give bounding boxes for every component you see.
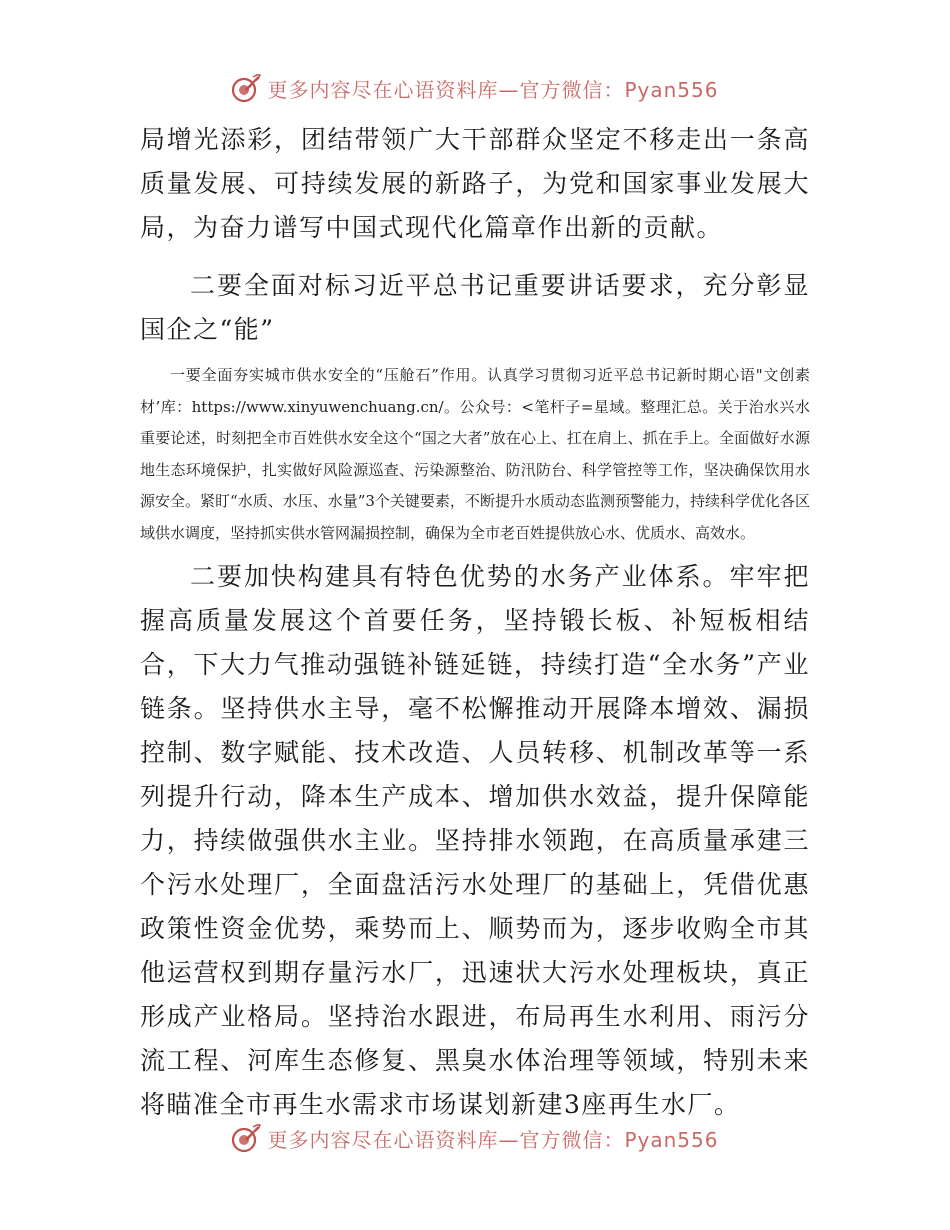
document-body: [140, 118, 810, 1127]
quill-pen-logo-icon: [231, 73, 261, 103]
sub-point-paragraph: 一要全面夯实城市供水安全的“压舱石”作用。认真学习贯彻习近平总书记新时期心语"文创素材’库：https://www.xinyuwenchuang.cn/。公众号：<笔杆子=星域。整理汇总。关于治水兴水重要论述，时刻把全市百姓供水安全这个“国之大者”放在心上、扛在肩上、抓在手上。全面做好水源地生态环境保护，扎实做好风险源巡查、污染源整治、防汛防台、科学管控等工作，坚决确保饮用水源安全。紧盯“水质、水压、水量”3个关键要素，不断提升水质动态监测预警能力，持续科学优化各区域供水调度，坚持抓实供水管网漏损控制，确保为全市老百姓提供放心水、优质水、高效水。: [140, 366, 810, 542]
header-watermark: [0, 68, 950, 108]
section-heading: 二要全面对标习近平总书记重要讲话要求，充分彰显国企之“能”: [140, 271, 810, 344]
quill-pen-logo-icon: [231, 1123, 261, 1153]
main-paragraph: 二要加快构建具有特色优势的水务产业体系。牢牢把握高质量发展这个首要任务，坚持锻长板、补短板相结合，下大力气推动强链补链延链，持续打造“全水务”产业链条。坚持供水主导，毫不松懈推动开展降本增效、漏损控制、数字赋能、技术改造、人员转移、机制改革等一系列提升行动，降本生产成本、增加供水效益，提升保障能力，持续做强供水主业。坚持排水领跑，在高质量承建三个污水处理厂，全面盘活污水处理厂的基础上，凭借优惠政策性资金优势，乘势而上、顺势而为，逐步收购全市其他运营权到期存量污水厂，迅速状大污水处理板块，真正形成产业格局。坚持治水跟进，布局再生水利用、雨污分流工程、河库生态修复、黑臭水体治理等领域，特别未来将瞄准全市再生水需求市场谋划新建3座再生水厂。: [140, 562, 810, 1119]
footer-watermark: [0, 1118, 950, 1158]
watermark-text: 更多内容尽在心语资料库—官方微信：Pyan556: [267, 77, 719, 102]
continuation-paragraph: 局增光添彩，团结带领广大干部群众坚定不移走出一条高质量发展、可持续发展的新路子，为党和国家事业发展大局，为奋力谱写中国式现代化篇章作出新的贡献。: [140, 125, 810, 242]
watermark-text: 更多内容尽在心语资料库—官方微信：Pyan556: [267, 1127, 719, 1152]
